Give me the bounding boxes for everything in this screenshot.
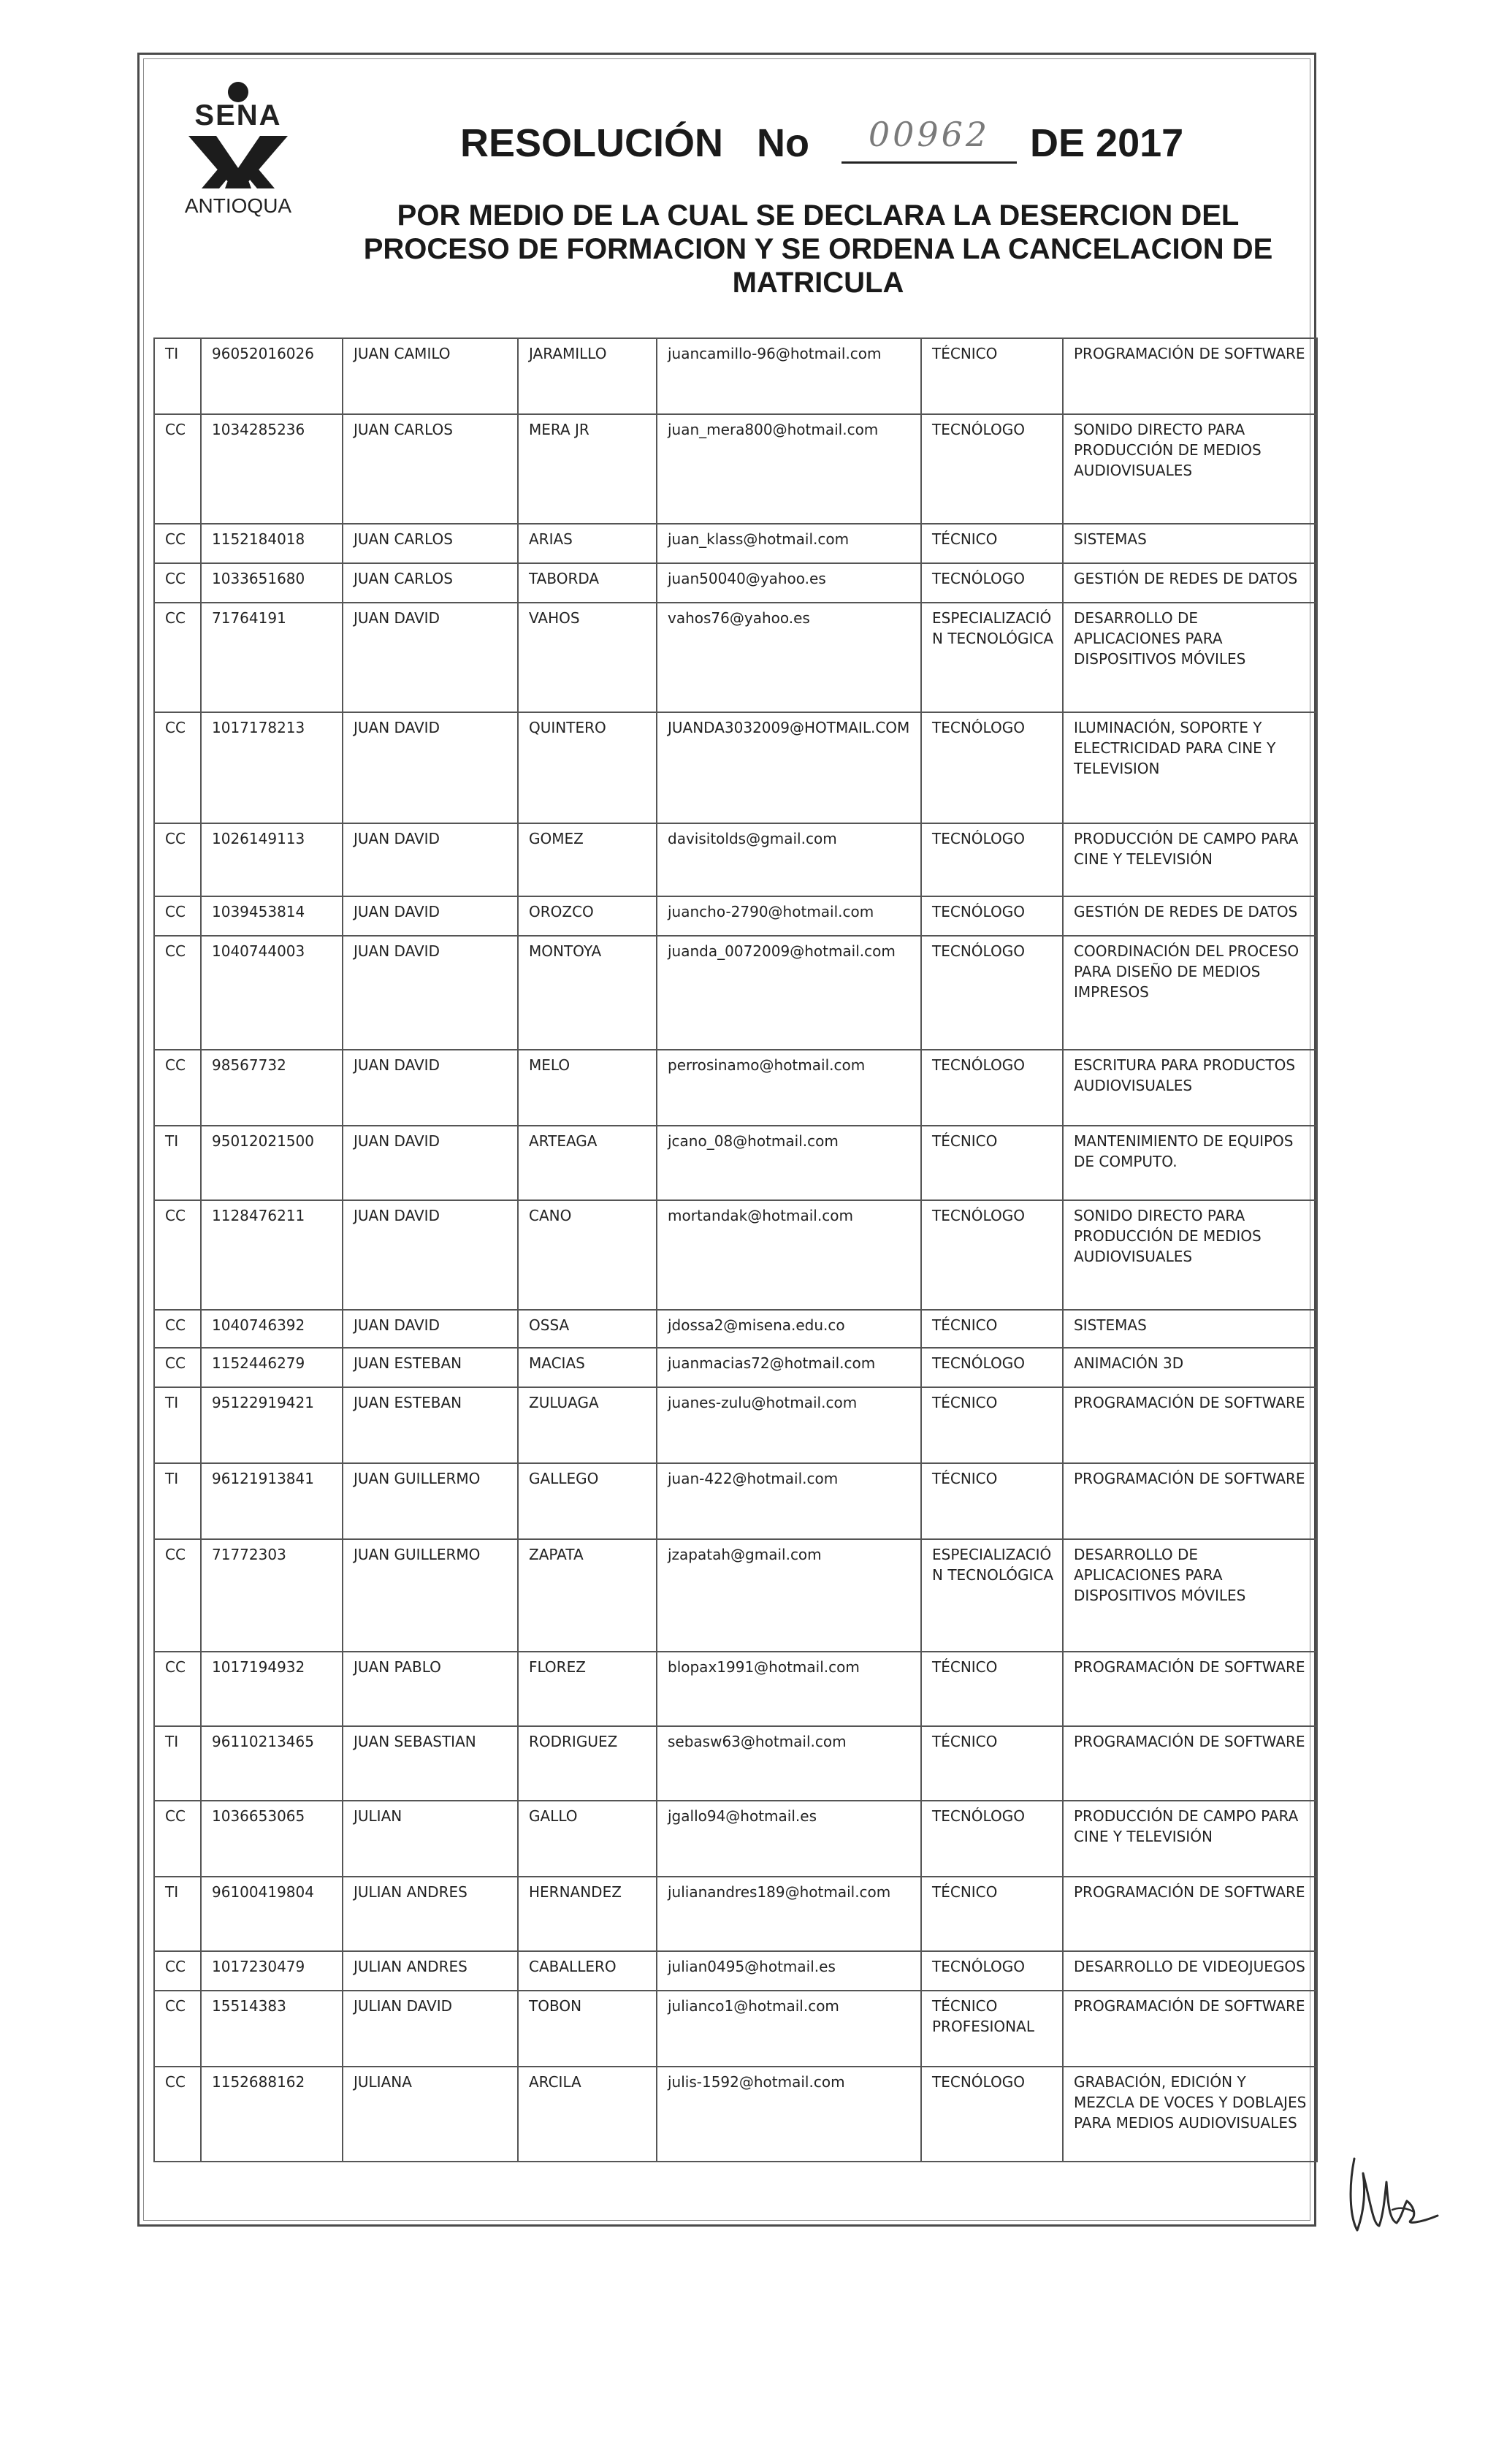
cell-name: JUAN SEBASTIAN [343,1726,518,1801]
cell-level: TECNÓLOGO [921,712,1063,823]
table-row [154,338,1317,414]
cell-email: julis-1592@hotmail.com [657,2067,921,2162]
table-row [154,1726,1317,1801]
cell-id: 1017230479 [201,1951,343,1991]
cell-doc: CC [154,1050,201,1126]
cell-doc: CC [154,712,201,823]
cell-id: 15514383 [201,1991,343,2067]
cell-last: ZAPATA [518,1539,657,1652]
cell-email: jgallo94@hotmail.es [657,1801,921,1877]
cell-program: PRODUCCIÓN DE CAMPO PARA CINE Y TELEVISIÓN [1063,1801,1317,1877]
table-row [154,1050,1317,1126]
cell-name: JULIAN ANDRES [343,1877,518,1951]
cell-id: 1152446279 [201,1348,343,1387]
table-row [154,1200,1317,1310]
cell-id: 1033651680 [201,563,343,603]
cell-email: juan-422@hotmail.com [657,1463,921,1539]
cell-doc: CC [154,1951,201,1991]
cell-id: 1040744003 [201,936,343,1050]
cell-email: juan50040@yahoo.es [657,563,921,603]
cell-last: JARAMILLO [518,338,657,414]
cell-doc: TI [154,338,201,414]
cell-name: JUAN ESTEBAN [343,1348,518,1387]
cell-email: vahos76@yahoo.es [657,603,921,712]
cell-email: JUANDA3032009@HOTMAIL.COM [657,712,921,823]
cell-doc: CC [154,936,201,1050]
resolution-subtitle [343,199,1293,300]
cell-id: 1040746392 [201,1310,343,1348]
cell-name: JULIANA [343,2067,518,2162]
cell-level: TECNÓLOGO [921,414,1063,524]
cell-last: MACIAS [518,1348,657,1387]
cell-level: TÉCNICO [921,524,1063,563]
table-row [154,1539,1317,1652]
cell-level: TECNÓLOGO [921,1951,1063,1991]
cell-name: JUAN DAVID [343,1200,518,1310]
table-row [154,1652,1317,1726]
resolution-heading [460,115,1184,172]
cell-id: 96100419804 [201,1877,343,1951]
cell-id: 95122919421 [201,1387,343,1463]
table-row [154,1126,1317,1200]
cell-id: 1039453814 [201,896,343,936]
cell-name: JULIAN [343,1801,518,1877]
cell-level: TECNÓLOGO [921,1348,1063,1387]
cell-program: DESARROLLO DE APLICACIONES PARA DISPOSITIVOS MÓVILES [1063,603,1317,712]
cell-doc: CC [154,563,201,603]
cell-level: TÉCNICO [921,338,1063,414]
cell-email: juancamillo-96@hotmail.com [657,338,921,414]
subtitle-line-2: PROCESO DE FORMACION Y SE ORDENA LA CANCELACION DE [363,233,1273,265]
cell-doc: CC [154,1310,201,1348]
cell-name: JUAN DAVID [343,1310,518,1348]
cell-email: juancho-2790@hotmail.com [657,896,921,936]
logo-region: ANTIOQUA [184,194,292,217]
cell-email: juan_mera800@hotmail.com [657,414,921,524]
cell-email: perrosinamo@hotmail.com [657,1050,921,1126]
cell-doc: CC [154,1348,201,1387]
cell-id: 71772303 [201,1539,343,1652]
cell-level: TÉCNICO [921,1652,1063,1726]
cell-program: SONIDO DIRECTO PARA PRODUCCIÓN DE MEDIOS AUDIOVISUALES [1063,1200,1317,1310]
cell-program: GESTIÓN DE REDES DE DATOS [1063,563,1317,603]
cell-level: TÉCNICO [921,1126,1063,1200]
cell-email: julianco1@hotmail.com [657,1991,921,2067]
table-row [154,524,1317,563]
cell-doc: TI [154,1387,201,1463]
cell-id: 1036653065 [201,1801,343,1877]
year-label: DE 2017 [1030,121,1184,165]
cell-id: 96110213465 [201,1726,343,1801]
cell-id: 1034285236 [201,414,343,524]
cell-program: SISTEMAS [1063,1310,1317,1348]
cell-email: julian0495@hotmail.es [657,1951,921,1991]
cell-id: 1026149113 [201,823,343,896]
cell-program: PROGRAMACIÓN DE SOFTWARE [1063,1387,1317,1463]
cell-id: 98567732 [201,1050,343,1126]
cell-last: TABORDA [518,563,657,603]
subtitle-line-3: MATRICULA [732,267,904,299]
cell-level: TÉCNICO [921,1463,1063,1539]
cell-last: CANO [518,1200,657,1310]
cell-level: TECNÓLOGO [921,896,1063,936]
cell-id: 1017194932 [201,1652,343,1726]
cell-level: TECNÓLOGO [921,1050,1063,1126]
cell-last: RODRIGUEZ [518,1726,657,1801]
cell-doc: TI [154,1463,201,1539]
cell-email: juanes-zulu@hotmail.com [657,1387,921,1463]
cell-email: jdossa2@misena.edu.co [657,1310,921,1348]
cell-name: JUAN DAVID [343,1050,518,1126]
cell-level: TÉCNICO PROFESIONAL [921,1991,1063,2067]
resolution-number-field [842,115,1017,164]
cell-email: juanmacias72@hotmail.com [657,1348,921,1387]
students-table-body [154,338,1317,2162]
cell-level: TECNÓLOGO [921,1801,1063,1877]
cell-level: TECNÓLOGO [921,1200,1063,1310]
table-row [154,936,1317,1050]
cell-email: jcano_08@hotmail.com [657,1126,921,1200]
cell-program: COORDINACIÓN DEL PROCESO PARA DISEÑO DE MEDIOS IMPRESOS [1063,936,1317,1050]
cell-last: TOBON [518,1991,657,2067]
cell-doc: TI [154,1126,201,1200]
cell-name: JUAN CARLOS [343,563,518,603]
cell-email: sebasw63@hotmail.com [657,1726,921,1801]
cell-doc: CC [154,414,201,524]
cell-email: mortandak@hotmail.com [657,1200,921,1310]
cell-last: ARTEAGA [518,1126,657,1200]
cell-level: TÉCNICO [921,1877,1063,1951]
cell-name: JUAN CARLOS [343,524,518,563]
cell-last: ARIAS [518,524,657,563]
table-row [154,563,1317,603]
table-row [154,1877,1317,1951]
cell-name: JUAN CAMILO [343,338,518,414]
resolution-number: 00962 [868,115,991,154]
cell-last: OROZCO [518,896,657,936]
cell-doc: TI [154,1877,201,1951]
cell-name: JUAN GUILLERMO [343,1539,518,1652]
cell-name: JUAN GUILLERMO [343,1463,518,1539]
cell-id: 96052016026 [201,338,343,414]
table-row [154,603,1317,712]
sena-logo [172,79,304,218]
cell-doc: CC [154,1991,201,2067]
cell-program: SONIDO DIRECTO PARA PRODUCCIÓN DE MEDIOS AUDIOVISUALES [1063,414,1317,524]
cell-level: TECNÓLOGO [921,563,1063,603]
cell-last: CABALLERO [518,1951,657,1991]
students-table [153,337,1318,2162]
table-row [154,1387,1317,1463]
cell-program: PRODUCCIÓN DE CAMPO PARA CINE Y TELEVISIÓN [1063,823,1317,896]
cell-program: PROGRAMACIÓN DE SOFTWARE [1063,1726,1317,1801]
subtitle-line-1: POR MEDIO DE LA CUAL SE DECLARA LA DESERCION DEL [397,199,1240,232]
cell-doc: TI [154,1726,201,1801]
cell-last: GOMEZ [518,823,657,896]
cell-last: GALLEGO [518,1463,657,1539]
cell-level: TECNÓLOGO [921,936,1063,1050]
cell-last: MELO [518,1050,657,1126]
cell-level: TÉCNICO [921,1310,1063,1348]
table-row [154,712,1317,823]
table-row [154,896,1317,936]
cell-name: JUAN ESTEBAN [343,1387,518,1463]
cell-name: JULIAN DAVID [343,1991,518,2067]
table-row [154,1310,1317,1348]
cell-doc: CC [154,1652,201,1726]
cell-name: JUAN DAVID [343,712,518,823]
cell-program: PROGRAMACIÓN DE SOFTWARE [1063,1877,1317,1951]
cell-last: HERNANDEZ [518,1877,657,1951]
cell-program: GRABACIÓN, EDICIÓN Y MEZCLA DE VOCES Y DOBLAJES PARA MEDIOS AUDIOVISUALES [1063,2067,1317,2162]
handwritten-signature [1341,2144,1443,2239]
cell-last: ARCILA [518,2067,657,2162]
cell-name: JUAN DAVID [343,896,518,936]
cell-email: julianandres189@hotmail.com [657,1877,921,1951]
cell-email: juanda_0072009@hotmail.com [657,936,921,1050]
cell-name: JULIAN ANDRES [343,1951,518,1991]
table-row [154,1801,1317,1877]
resolution-label: RESOLUCIÓN [460,121,724,165]
cell-doc: CC [154,823,201,896]
cell-level: TECNÓLOGO [921,823,1063,896]
cell-last: FLOREZ [518,1652,657,1726]
cell-last: GALLO [518,1801,657,1877]
cell-program: MANTENIMIENTO DE EQUIPOS DE COMPUTO. [1063,1126,1317,1200]
cell-program: GESTIÓN DE REDES DE DATOS [1063,896,1317,936]
cell-level: TÉCNICO [921,1387,1063,1463]
table-row [154,1951,1317,1991]
cell-last: ZULUAGA [518,1387,657,1463]
number-label: No [757,121,810,165]
cell-program: DESARROLLO DE VIDEOJUEGOS [1063,1951,1317,1991]
cell-email: blopax1991@hotmail.com [657,1652,921,1726]
cell-program: PROGRAMACIÓN DE SOFTWARE [1063,1652,1317,1726]
table-row [154,1463,1317,1539]
cell-id: 1152688162 [201,2067,343,2162]
cell-level: ESPECIALIZACIÓN TECNOLÓGICA [921,1539,1063,1652]
cell-name: JUAN DAVID [343,823,518,896]
cell-doc: CC [154,2067,201,2162]
cell-doc: CC [154,896,201,936]
cell-id: 1152184018 [201,524,343,563]
cell-id: 1017178213 [201,712,343,823]
cell-last: QUINTERO [518,712,657,823]
cell-doc: CC [154,1200,201,1310]
cell-last: OSSA [518,1310,657,1348]
cell-id: 71764191 [201,603,343,712]
cell-name: JUAN PABLO [343,1652,518,1726]
cell-id: 96121913841 [201,1463,343,1539]
cell-name: JUAN DAVID [343,1126,518,1200]
cell-program: ANIMACIÓN 3D [1063,1348,1317,1387]
table-row [154,414,1317,524]
table-row [154,2067,1317,2162]
cell-program: ESCRITURA PARA PRODUCTOS AUDIOVISUALES [1063,1050,1317,1126]
cell-last: MONTOYA [518,936,657,1050]
table-row [154,823,1317,896]
cell-doc: CC [154,524,201,563]
cell-program: ILUMINACIÓN, SOPORTE Y ELECTRICIDAD PARA CINE Y TELEVISION [1063,712,1317,823]
cell-program: PROGRAMACIÓN DE SOFTWARE [1063,1463,1317,1539]
cell-last: MERA JR [518,414,657,524]
cell-program: SISTEMAS [1063,524,1317,563]
cell-id: 1128476211 [201,1200,343,1310]
table-row [154,1348,1317,1387]
logo-wordmark: SENA [194,99,282,131]
cell-name: JUAN DAVID [343,936,518,1050]
cell-doc: CC [154,1801,201,1877]
cell-program: PROGRAMACIÓN DE SOFTWARE [1063,338,1317,414]
cell-name: JUAN CARLOS [343,414,518,524]
cell-name: JUAN DAVID [343,603,518,712]
cell-id: 95012021500 [201,1126,343,1200]
cell-program: PROGRAMACIÓN DE SOFTWARE [1063,1991,1317,2067]
cell-email: jzapatah@gmail.com [657,1539,921,1652]
table-row [154,1991,1317,2067]
cell-level: ESPECIALIZACIÓN TECNOLÓGICA [921,603,1063,712]
cell-level: TÉCNICO [921,1726,1063,1801]
cell-doc: CC [154,603,201,712]
cell-email: juan_klass@hotmail.com [657,524,921,563]
cell-level: TECNÓLOGO [921,2067,1063,2162]
cell-last: VAHOS [518,603,657,712]
cell-program: DESARROLLO DE APLICACIONES PARA DISPOSITIVOS MÓVILES [1063,1539,1317,1652]
cell-email: davisitolds@gmail.com [657,823,921,896]
cell-doc: CC [154,1539,201,1652]
signature-icon [1341,2144,1443,2239]
